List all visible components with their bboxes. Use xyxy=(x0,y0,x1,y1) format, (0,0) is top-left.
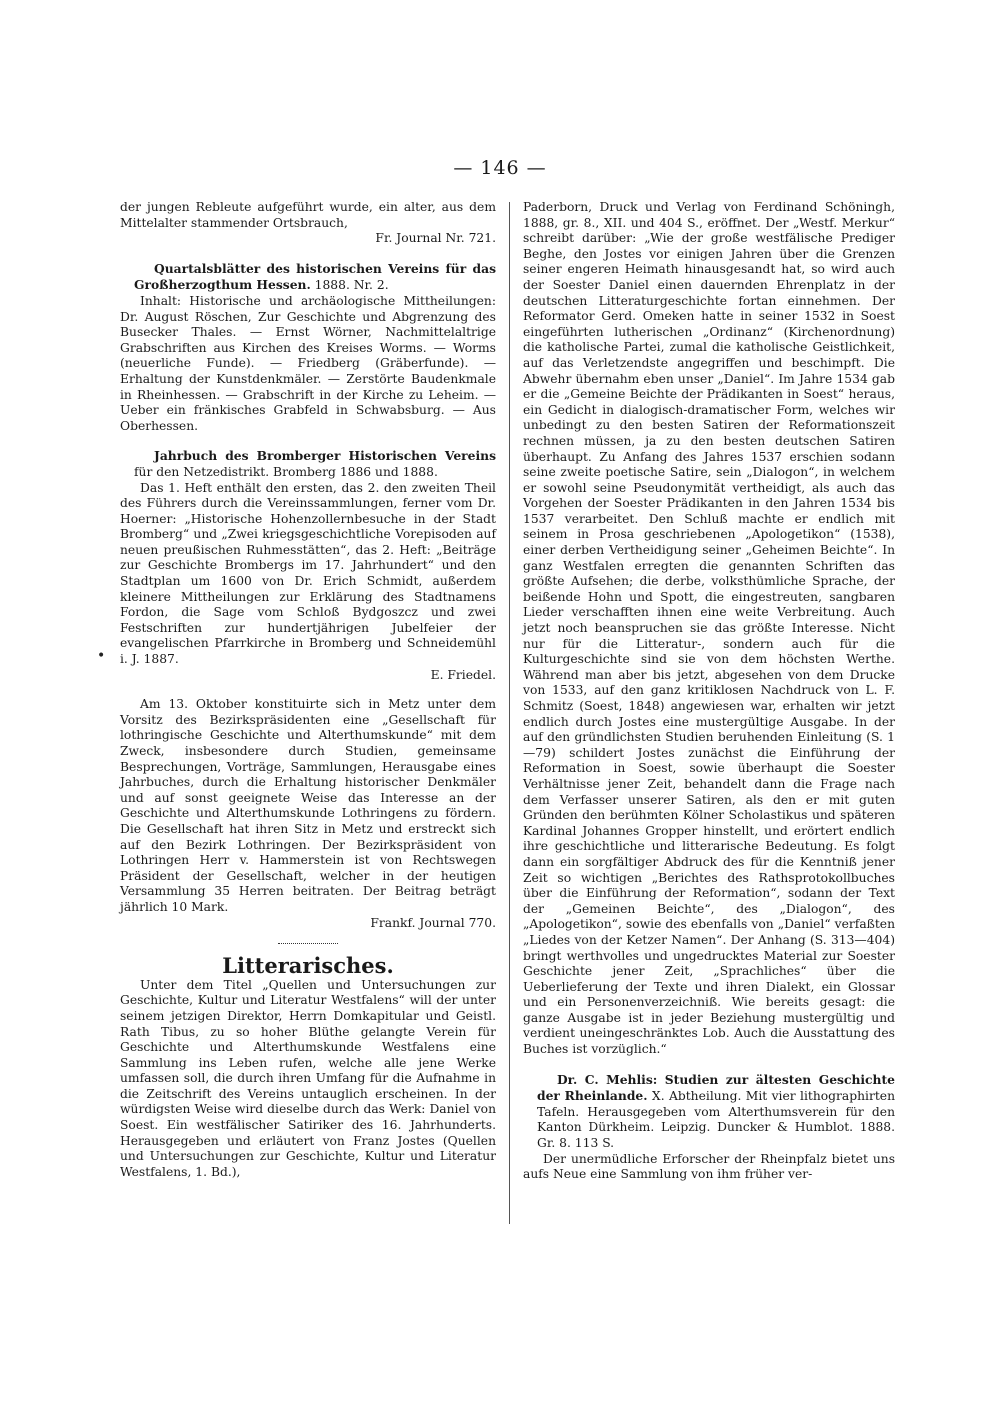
entry-title: Jahrbuch des Bromberger Historischen Vereins xyxy=(154,448,496,464)
section-separator xyxy=(278,943,338,944)
entry-body: Inhalt: Historische und archäologische Mittheilungen: Dr. August Röschen, Zur Geschichte und Abgrenzung des Busecker Thales. — Ernst Wörner, Nachmittelaltrige Grabschriften aus Kirchen des Kreises Worms. — Worms (neuerliche Funde). — Friedberg (Gräberfunde). — Erhaltung der Kunstdenkmäler. — Zerstörte Baudenkmale in Rheinhessen. — Grabschrift in der Kirche zu Leheim. — Ueber ein fränkisches Grabfeld in Schwabsburg. — Aus Oberhessen. xyxy=(120,293,496,433)
entry-body: Am 13. Oktober konstituirte sich in Metz unter dem Vorsitz des Bezirkspräsidenten eine „Gesellschaft für lothringische Geschichte und Alterthumskunde“ mit dem Zweck, insbesondere durch Studien, gemeinsame Besprechungen, Vorträge, Sammlungen, Herausgabe eines Jahrbuches, durch die Erhaltung historischer Denkmäler und auf sonst geeignete Weise das Interesse an der Geschichte und Alterthumskunde Lothringens zu fördern. Die Gesellschaft hat ihren Sitz in Metz und erstreckt sich auf den Bezirk Lothringen. Der Bezirkspräsident von Lothringen Herr v. Hammerstein ist von Rechtswegen Präsident der Gesellschaft, welcher in der heutigen Versammlung 35 Herren beitraten. Der Beitrag beträgt jährlich 10 Mark. xyxy=(120,697,496,914)
entry-bromberg xyxy=(120,448,496,683)
continuation-text: der jungen Rebleute aufgeführt wurde, ein alter, aus dem Mittelalter stammender Ortsbrauch, xyxy=(120,200,496,230)
entry-mehlis xyxy=(523,1072,895,1183)
entry-publication: für den Netzedistrikt. Bromberg 1886 und 1888. xyxy=(134,464,438,479)
author-signature: E. Friedel. xyxy=(430,667,496,682)
source-citation: Frankf. Journal 770. xyxy=(370,915,496,930)
section-heading: Litterarisches. xyxy=(222,953,394,979)
entry-title: Quartalsblätter des historischen Vereins für das Großherzogthum Hessen. xyxy=(134,260,496,293)
entry-publication: X. Abtheilung. Mit vier lithographirten Tafeln. Herausgegeben vom Alterthumsverein für den Kanton Dürkheim. Leipzig. Duncker & Humblot. 1888. Gr. 8. 113 S. xyxy=(537,1089,895,1151)
entry-publication: 1888. Nr. 2. xyxy=(310,278,389,293)
entry-body: Das 1. Heft enthält den ersten, das 2. den zweiten Theil des Führers durch die Vereinssammlungen, ferner vom Dr. Hoerner: „Historische Hohenzollernbesuche in der Stadt Bromberg“ und „Zwei kriegsgeschichtliche Vorepisoden auf neuen preußischen Ruhmesstätten“, das 2. Heft: „Beiträge zur Geschichte Brombergs im 17. Jahrhundert“ und den Stadtplan um 1600 von Dr. Erich Schmidt, außerdem kleinere Mittheilungen zur Erklärung des Stadtnamens Fordon, die Sage vom Schloß Bydgoszcz und zwei Festschriften zur hundertjährigen Jubelfeier der evangelischen Pfarrkirche in Bromberg und Schneidemühl i. J. 1887. xyxy=(120,480,496,667)
entry-title: Dr. C. Mehlis: Studien zur ältesten Geschichte der Rheinlande. xyxy=(537,1071,895,1104)
entry-body: Unter dem Titel „Quellen und Untersuchungen zur Geschichte, Kultur und Literatur Westfalens“ will der unter seinem jetzigen Direktor, Herrn Domkapitular und Geistl. Rath Tibus, zu so hoher Blüthe gelangte Verein für Geschichte und Alterthumskunde Westfalens eine Sammlung ins Leben rufen, welche alle jene Werke umfassen soll, die durch ihren Umfang für die Aufnahme in die Zeitschrift des Vereins untauglich erscheinen. In der würdigsten Weise wird dieselbe durch das Werk: Daniel von Soest. Ein westfälischer Satiriker des 16. Jahrhunderts. Herausgegeben und erläutert von Franz Jostes (Quellen und Untersuchungen zur Geschichte, Kultur und Literatur Westfalens, 1. Bd.), xyxy=(120,977,496,1179)
page-number: — 146 — xyxy=(453,157,547,179)
continuation-text: Paderborn, Druck und Verlag von Ferdinand Schöningh, 1888, gr. 8., XII. und 404 S., eröffnet. Der „Westf. Merkur“ schreibt darüber: „Wie der große westfälische Prediger Beghe, den Jostes vor einigen Jahren über die Grenzen seiner engeren Heimath hinausgesandt hat, so wird auch der Soester Daniel einen dauernden Ehrenplatz in der deutschen Litteraturgeschichte fortan einnehmen. Der Reformator Gerd. Omeken hatte in seiner 1532 in Soest eingeführten lutherischen „Ordinanz“ (Kirchenordnung) die katholische Partei, zumal die katholische Geistlichkeit, auf das Verletzendste angegriffen und beschimpft. Die Abwehr übernahm eben unser „Daniel“. Im Jahre 1534 gab er die „Gemeine Beichte der Prädikanten in Soest“ heraus, ein Gedicht in dialogisch-dramatischer Form, welches wir unbedingt zu den besten Satiren der Reformationszeit rechnen müssen, ja zu den besten deutschen Satiren überhaupt. Zu Anfang des Jahres 1537 erschien sodann seine zweite poetische Satire, sein „Dialogon“, in welchem er sowohl seine Pseudonymität vertheidigt, als auch das Vorgehen der Soester Prädikanten in den Jahren 1534 bis 1537 verarbeitet. Den Schluß machte er endlich mit seinem in Prosa geschriebenen „Apologetikon“ (1538), einer derben Vertheidigung seiner „Geheimen Beichte“. In ganz Westfalen erregten die genannten Schriften das größte Aufsehen; die derbe, volksthümliche Sprache, der beißende Hohn und Spott, die eingestreuten, sangbaren Lieder verschafften ihnen eine weite Verbreitung. Auch jetzt noch beanspruchen sie das größte Interesse. Nicht nur für die Litteratur-, sondern auch für die Kulturgeschichte sind sie von dem höchsten Werthe. Während man aber bis jetzt, abgesehen von dem Drucke von 1533, auf den ganz kritiklosen Nachdruck von L. F. Schmitz (Soest, 1848) angewiesen war, erhalten wir jetzt endlich durch Jostes eine mustergültige Ausgabe. In der auf den gründlichsten Studien beruhenden Einleitung (S. 1—79) schildert Jostes zunächst die Einführung der Reformation in Soest, sowie überhaupt die Soester Verhältnisse jener Zeit, behandelt dann die Frage nach dem Verfasser unserer Satiren, als den er mit guten Gründen den berühmten Kölner Scholastikus und späteren Kardinal Johannes Gropper hinstellt, und erörtert endlich ihre geschichtliche und litterarische Bedeutung. Es folgt dann ein sorgfältiger Abdruck des für die Kenntniß jener Zeit so wichtigen „Berichtes des Rathsprotokollbuches über die Einführung der Reformation“, sodann der Text der „Gemeinen Beichte“, des „Dialogon“, des „Apologetikon“, sowie des ebenfalls von „Daniel“ verfaßten „Liedes von der Ketzer Namen“. Der Anhang (S. 313—404) bringt werthvolles und ungedrucktes Material zur Soester Geschichte jener Zeit, „Sprachliches“ über die Ueberlieferung der Texte und ihren Dialekt, ein Glossar und ein Personenverzeichniß. Wie bereits gesagt: die ganze Ausgabe ist in jeder Beziehung mustergültig und verdient uneingeschränktes Lob. Auch die Ausstattung des Buches ist vorzüglich.“ xyxy=(523,200,895,1057)
entry-quartalsblaetter xyxy=(120,261,496,435)
left-column xyxy=(120,200,496,1180)
entry-metz xyxy=(120,697,496,931)
right-column xyxy=(523,200,895,1183)
source-citation: Fr. Journal Nr. 721. xyxy=(375,231,496,246)
margin-dot: • xyxy=(97,648,106,664)
column-divider xyxy=(509,202,510,1224)
entry-body: Der unermüdliche Erforscher der Rheinpfalz bietet uns aufs Neue eine Sammlung von ihm früher ver- xyxy=(523,1151,895,1182)
